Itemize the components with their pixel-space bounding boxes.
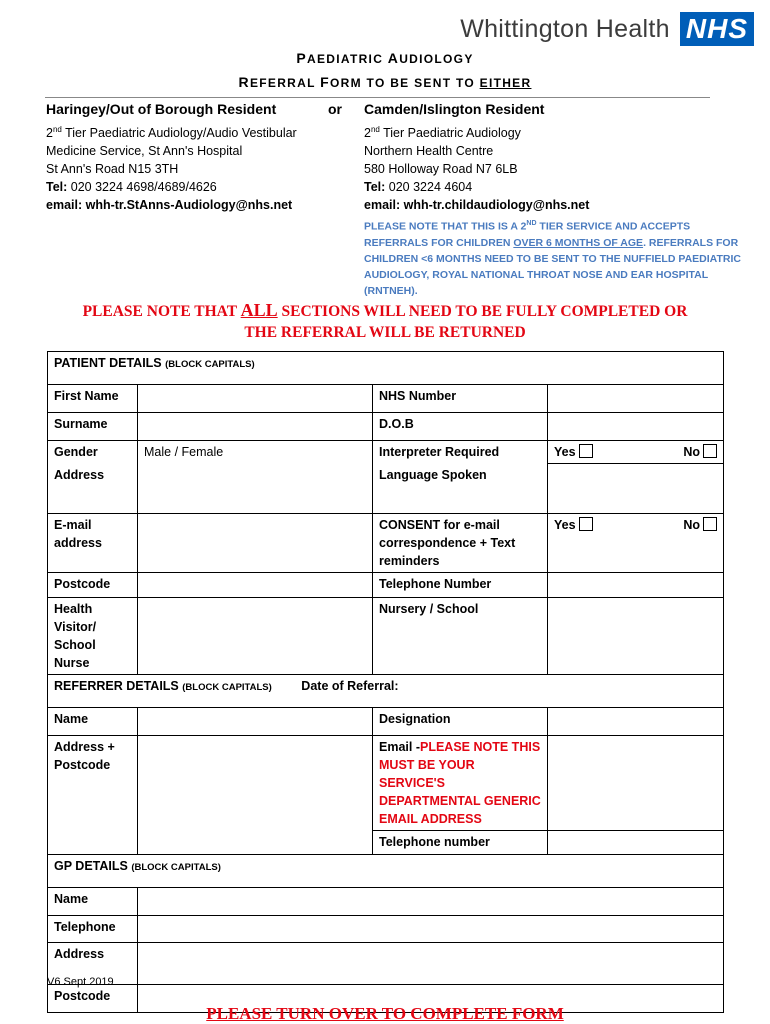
health-visitor-label: Health Visitor/ School Nurse: [48, 598, 138, 675]
patient-section-header: PATIENT DETAILS (BLOCK CAPITALS): [48, 352, 724, 385]
address-label: Address: [48, 464, 138, 514]
version-label: V6 Sept 2019: [47, 976, 114, 988]
haringey-service-name: 2nd Tier Paediatric Audiology/Audio Vestibular Medicine Service, St Ann's Hospital: [46, 125, 297, 159]
gp-name-field[interactable]: [138, 888, 724, 916]
referral-form-table: [47, 351, 724, 1013]
nursery-label: Nursery / School: [373, 598, 548, 675]
gp-name-label: Name: [48, 888, 138, 916]
consent-no-checkbox[interactable]: [703, 517, 717, 531]
referrer-address-field[interactable]: [138, 736, 373, 855]
designation-field[interactable]: [548, 708, 724, 736]
telephone-field[interactable]: [548, 573, 724, 598]
interpreter-no-checkbox[interactable]: [703, 444, 717, 458]
camden-tel: Tel: 020 3224 4604: [364, 180, 473, 195]
form-title-line1: PAEDIATRIC AUDIOLOGY: [296, 50, 474, 66]
nursery-field[interactable]: [548, 598, 724, 675]
dob-field[interactable]: [548, 413, 724, 441]
form-title-line2: REFERRAL FORM TO BE SENT TO EITHER: [238, 74, 532, 90]
turn-over-notice: PLEASE TURN OVER TO COMPLETE FORM: [206, 1004, 564, 1023]
gender-field[interactable]: Male / Female: [138, 441, 373, 464]
gp-address-label: Address: [48, 943, 138, 985]
haringey-address: St Ann's Road N15 3TH: [46, 162, 179, 177]
referrer-section-header: REFERRER DETAILS (BLOCK CAPITALS) Date of Referral:: [48, 675, 724, 708]
referrer-name-field[interactable]: [138, 708, 373, 736]
age-note: PLEASE NOTE THAT THIS IS A 2ND TIER SERVICE AND ACCEPTS REFERRALS FOR CHILDREN OVER 6 MONTHS OF AGE. REFERRALS FOR CHILDREN <6 MONTHS NEED TO BE SENT TO THE NUFFIELD PAEDIATRIC AUDIOLOGY, ROYAL NATIONAL THROAT NOSE AND EAR HOSPITAL (RNTNEH).: [364, 220, 741, 297]
designation-label: Designation: [373, 708, 548, 736]
interpreter-label: Interpreter Required: [373, 441, 548, 464]
header-logo: [460, 12, 754, 46]
referrer-telephone-label: Telephone number: [373, 831, 548, 855]
haringey-service: [46, 100, 316, 214]
nhs-number-field[interactable]: [548, 385, 724, 413]
postcode-field[interactable]: [138, 573, 373, 598]
language-field[interactable]: [548, 464, 724, 514]
nhs-number-label: NHS Number: [373, 385, 548, 413]
gp-address-field[interactable]: [138, 943, 724, 985]
date-of-referral-label: Date of Referral:: [301, 679, 399, 693]
first-name-field[interactable]: [138, 385, 373, 413]
postcode-label: Postcode: [48, 573, 138, 598]
gender-label: Gender: [48, 441, 138, 464]
nhs-logo: NHS: [680, 12, 754, 46]
org-name: Whittington Health: [460, 14, 670, 43]
referrer-email-label: Email -PLEASE NOTE THIS MUST BE YOUR SERVICE'S DEPARTMENTAL GENERIC EMAIL ADDRESS: [373, 736, 548, 831]
camden-heading: Camden/Islington Resident: [364, 101, 545, 117]
consent-yes-checkbox[interactable]: [579, 517, 593, 531]
camden-address: 580 Holloway Road N7 6LB: [364, 162, 518, 177]
haringey-heading: Haringey/Out of Borough Resident: [46, 101, 277, 117]
consent-options: Yes No: [548, 514, 724, 573]
interpreter-yes-checkbox[interactable]: [579, 444, 593, 458]
address-field[interactable]: [138, 464, 373, 514]
or-label: or: [328, 101, 342, 117]
gp-section-header: GP DETAILS (BLOCK CAPITALS): [48, 855, 724, 888]
surname-field[interactable]: [138, 413, 373, 441]
gp-telephone-label: Telephone: [48, 916, 138, 943]
haringey-tel: Tel: 020 3224 4698/4689/4626: [46, 180, 217, 195]
email-label: E-mail address: [48, 514, 138, 573]
referrer-telephone-field[interactable]: [548, 831, 724, 855]
title-divider: [45, 97, 710, 98]
dob-label: D.O.B: [373, 413, 548, 441]
gp-telephone-field[interactable]: [138, 916, 724, 943]
camden-centre: Northern Health Centre: [364, 144, 494, 159]
referrer-address-label: Address + Postcode: [48, 736, 138, 855]
language-label: Language Spoken: [373, 464, 548, 514]
telephone-label: Telephone Number: [373, 573, 548, 598]
email-field[interactable]: [138, 514, 373, 573]
camden-service: [364, 100, 749, 299]
first-name-label: First Name: [48, 385, 138, 413]
gp-postcode-label: Postcode: [48, 985, 138, 1013]
surname-label: Surname: [48, 413, 138, 441]
camden-email: email: whh-tr.childaudiology@nhs.net: [364, 198, 590, 213]
referrer-name-label: Name: [48, 708, 138, 736]
haringey-email: email: whh-tr.StAnns-Audiology@nhs.net: [46, 198, 293, 213]
consent-label: CONSENT for e-mail correspondence + Text reminders: [373, 514, 548, 573]
health-visitor-field[interactable]: [138, 598, 373, 675]
referrer-email-field[interactable]: [548, 736, 724, 831]
camden-service-name: 2nd Tier Paediatric Audiology: [364, 125, 521, 141]
completion-warning: PLEASE NOTE THAT ALL SECTIONS WILL NEED TO BE FULLY COMPLETED OR THE REFERRAL WILL BE RETURNED: [82, 300, 688, 341]
interpreter-options: Yes No: [548, 441, 724, 464]
